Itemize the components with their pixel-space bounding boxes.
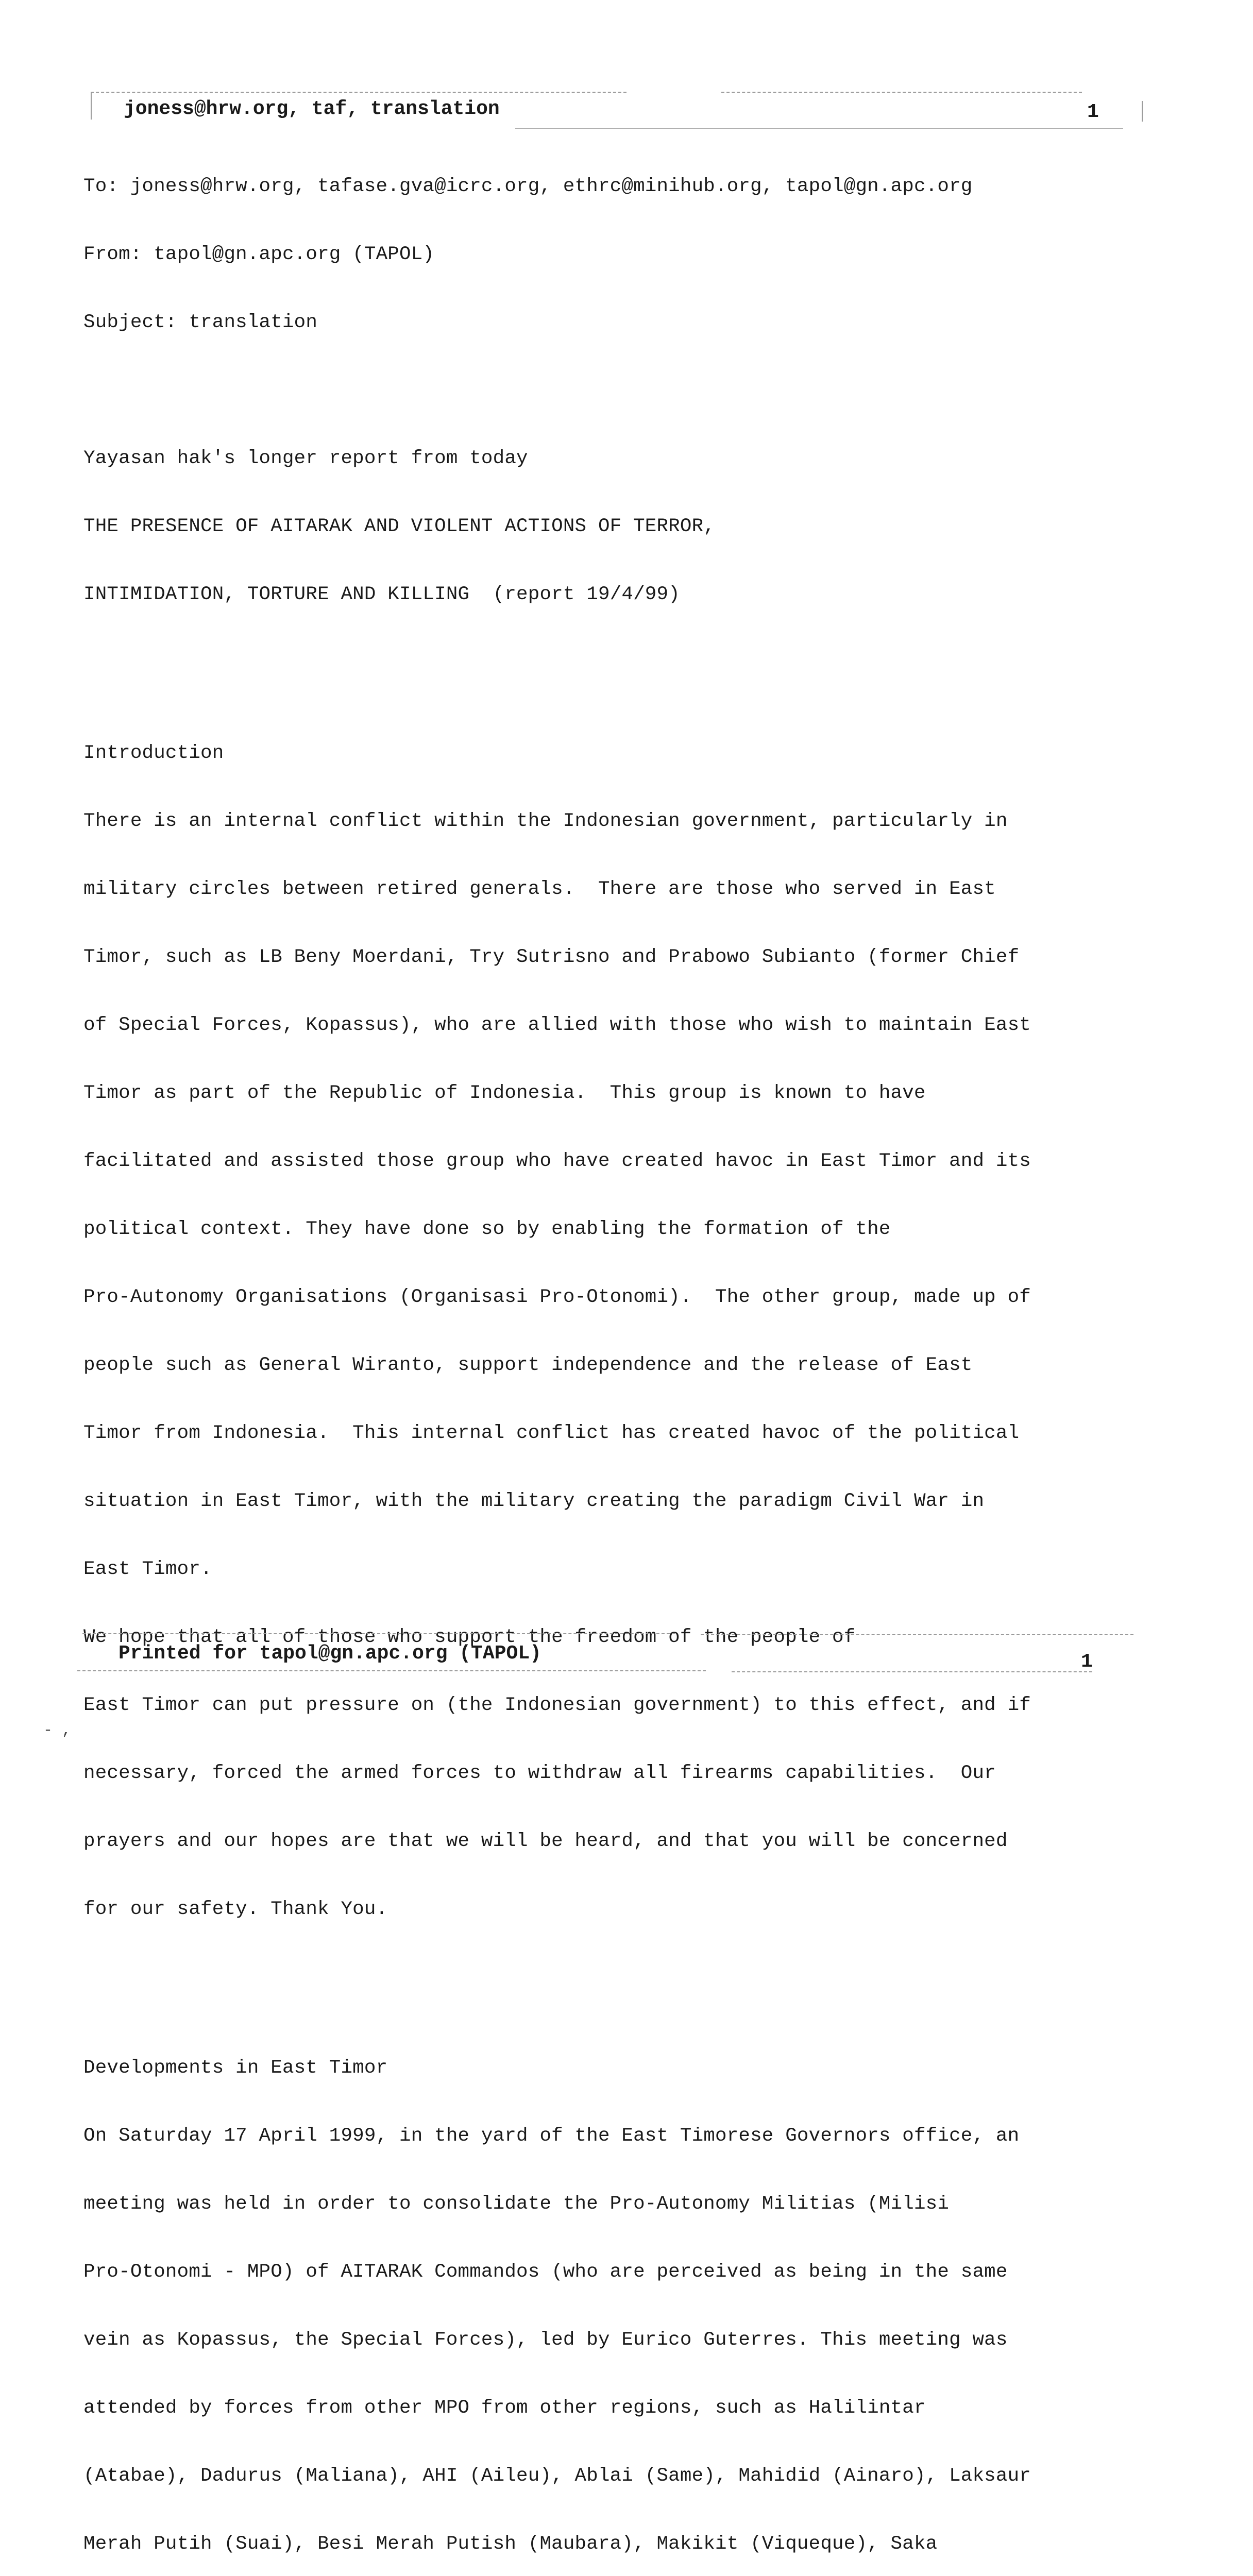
developments-line: Pro-Otonomi - MPO) of AITARAK Commandos (who are perceived as being in the same <box>83 2261 1008 2283</box>
introduction-heading: Introduction <box>83 742 224 764</box>
report-title-line-1: THE PRESENCE OF AITARAK AND VIOLENT ACTIONS OF TERROR, <box>83 516 715 537</box>
email-subject: Subject: translation <box>83 312 318 333</box>
footer-bottom-rule-right <box>732 1671 1092 1672</box>
introduction-line: situation in East Timor, with the military creating the paradigm Civil War in <box>83 1490 985 1512</box>
header-left-tick <box>91 93 92 120</box>
header-right-tick <box>1142 101 1143 122</box>
developments-heading: Developments in East Timor <box>83 2057 388 2079</box>
introduction-line: East Timor can put pressure on (the Indonesian government) to this effect, and if <box>83 1694 1031 1716</box>
footer-bottom-rule <box>77 1670 706 1671</box>
developments-line: (Atabae), Dadurus (Maliana), AHI (Aileu), Ablai (Same), Mahidid (Ainaro), Laksaur <box>83 2465 1031 2487</box>
introduction-line: military circles between retired generals. There are those who served in East <box>83 878 996 900</box>
introduction-line: for our safety. Thank You. <box>83 1899 388 1920</box>
introduction-line: of Special Forces, Kopassus), who are allied with those who wish to maintain East <box>83 1014 1031 1036</box>
header-top-rule <box>91 92 626 93</box>
header-top-rule-right <box>721 92 1082 93</box>
introduction-line: Timor, such as LB Beny Moerdani, Try Sutrisno and Prabowo Subianto (former Chief <box>83 946 1020 968</box>
introduction-line: Timor from Indonesia. This internal conflict has created havoc of the political <box>83 1422 1020 1444</box>
email-to: To: joness@hrw.org, tafase.gva@icrc.org, ethrc@minihub.org, tapol@gn.apc.org <box>83 176 973 197</box>
email-from: From: tapol@gn.apc.org (TAPOL) <box>83 244 435 265</box>
introduction-line: We hope that all of those who support the freedom of the people of <box>83 1626 856 1648</box>
report-title-line-2: INTIMIDATION, TORTURE AND KILLING (report 19/4/99) <box>83 584 680 605</box>
developments-line: Merah Putih (Suai), Besi Merah Putish (Maubara), Makikit (Viqueque), Saka <box>83 2533 938 2555</box>
footer-page-number: 1 <box>1081 1651 1093 1673</box>
developments-line: On Saturday 17 April 1999, in the yard of the East Timorese Governors office, an <box>83 2125 1020 2147</box>
developments-line: attended by forces from other MPO from other regions, such as Halilintar <box>83 2397 926 2419</box>
introduction-line: prayers and our hopes are that we will be heard, and that you will be concerned <box>83 1831 1008 1852</box>
introduction-line: facilitated and assisted those group who have created havoc in East Timor and its <box>83 1150 1031 1172</box>
introduction-line: political context. They have done so by enabling the formation of the <box>83 1218 891 1240</box>
introduction-line: There is an internal conflict within the Indonesian government, particularly in <box>83 810 1008 832</box>
report-intro-line: Yayasan hak's longer report from today <box>83 448 528 469</box>
introduction-line: people such as General Wiranto, support independence and the release of East <box>83 1354 973 1376</box>
introduction-line: Timor as part of the Republic of Indonesia. This group is known to have <box>83 1082 926 1104</box>
header-bottom-rule <box>515 128 1123 129</box>
introduction-line: necessary, forced the armed forces to withdraw all firearms capabilities. Our <box>83 1762 996 1784</box>
footer-top-rule <box>82 1633 675 1634</box>
footer-printed-for: Printed for tapol@gn.apc.org (TAPOL) <box>118 1642 541 1665</box>
scan-speck: - , <box>43 1722 72 1739</box>
introduction-line: East Timor. <box>83 1558 212 1580</box>
header-title: joness@hrw.org, taf, translation <box>124 98 500 120</box>
developments-line: vein as Kopassus, the Special Forces), led by Eurico Guterres. This meeting was <box>83 2329 1008 2351</box>
footer-top-rule-right <box>701 1634 1133 1635</box>
email-body <box>83 130 1165 2576</box>
developments-line: meeting was held in order to consolidate the Pro-Autonomy Militias (Milisi <box>83 2193 950 2215</box>
header-page-number: 1 <box>1087 101 1099 123</box>
introduction-line: Pro-Autonomy Organisations (Organisasi Pro-Otonomi). The other group, made up of <box>83 1286 1031 1308</box>
